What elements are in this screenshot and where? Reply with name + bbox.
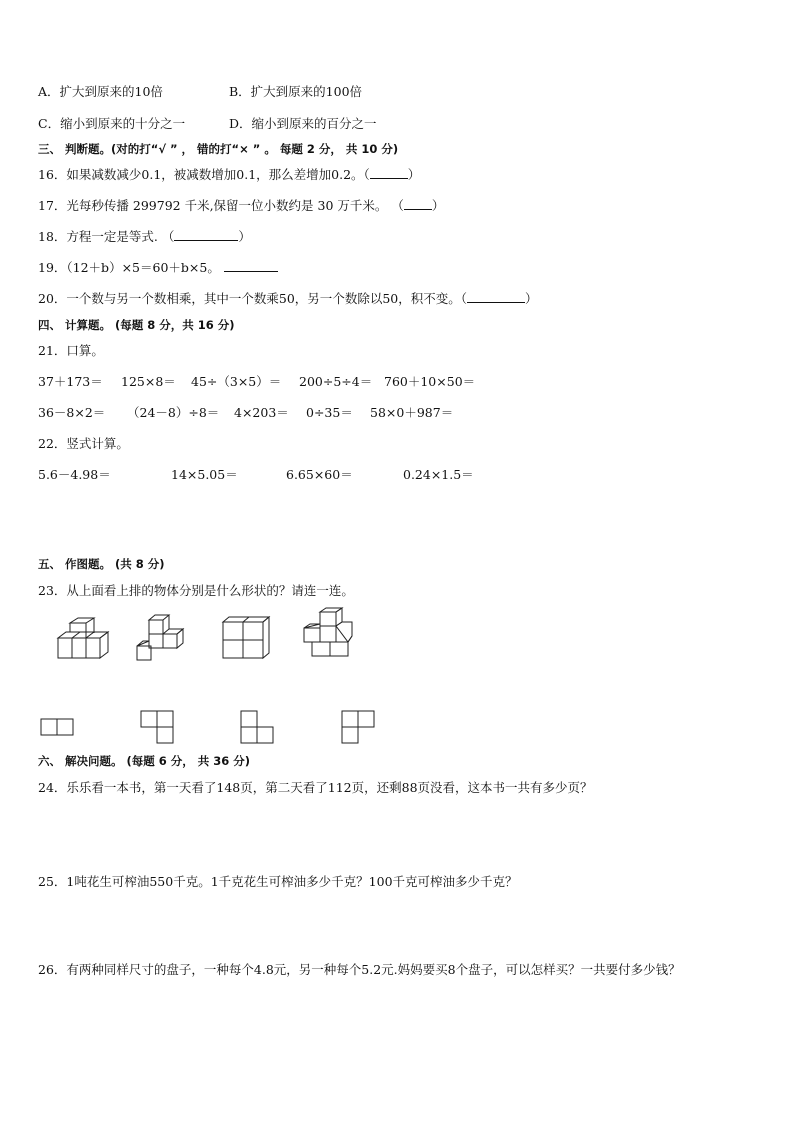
answer-blank-17[interactable] (404, 198, 432, 210)
question-19 (38, 260, 278, 276)
vertical-calc-item: 6.65×60＝ (286, 467, 353, 482)
oral-calc-item: 4×203＝ (234, 405, 289, 420)
vertical-calc-item: 14×5.05＝ (171, 467, 238, 482)
answer-blank-18[interactable] (174, 229, 238, 241)
cube-figure-4 (300, 606, 356, 662)
question-24: 24．乐乐看一本书，第一天看了148页，第二天看了112页，还剩88页没看，这本书一共有多少页？ (38, 780, 593, 795)
oral-calc-item: 37＋173＝ (38, 374, 103, 389)
question-20-text: 20．一个数与另一个数相乘，其中一个数乘50，另一个数除以50，积不变。（ (38, 291, 467, 306)
question-18-close: ） (238, 229, 251, 244)
vertical-calc-item: 5.6－4.98＝ (38, 467, 111, 482)
oral-calc-item: 36－8×2＝ (38, 405, 106, 420)
question-22-title: 22．竖式计算。 (38, 436, 129, 451)
section4-heading: 四、 计算题。 (每题 8 分，共 16 分) (38, 318, 235, 332)
answer-blank-20[interactable] (467, 291, 525, 303)
choice-c: C．缩小到原来的十分之一 (38, 116, 186, 131)
section3-heading: 三、 判断题。(对的打“√ ” ， 错的打“× ” 。 每题 2 分， 共 10 分) (38, 142, 399, 156)
question-17-close: ） (431, 198, 445, 213)
oral-calc-item: 45÷（3×5）＝ (191, 374, 282, 389)
vertical-calc-item: 0.24×1.5＝ (403, 467, 474, 482)
top-view-4 (341, 710, 377, 748)
oral-calc-item: 0÷35＝ (306, 405, 353, 420)
question-16-text: 16．如果减数减少0.1，被减数增加0.1，那么差增加0.2。（ (38, 167, 370, 182)
question-17-text: 17．光每秒传播 299792 千米,保留一位小数约是 30 万千米。 （ (38, 198, 404, 213)
answer-blank-19[interactable] (224, 260, 278, 272)
choice-a: A．扩大到原来的10倍 (38, 84, 163, 99)
question-18 (38, 229, 251, 245)
choice-b: B．扩大到原来的100倍 (229, 84, 363, 99)
section5-heading: 五、 作图题。 (共 8 分) (38, 557, 165, 571)
question-18-text: 18．方程一定是等式. （ (38, 229, 175, 244)
cube-figure-1 (54, 618, 110, 664)
top-view-2 (140, 710, 176, 748)
question-17 (38, 198, 444, 214)
question-16-close: ） (407, 167, 421, 182)
question-16 (38, 167, 420, 183)
question-20-close: ） (524, 291, 538, 306)
choice-d: D．缩小到原来的百分之一 (229, 116, 377, 131)
oral-calc-item: 58×0＋987＝ (370, 405, 454, 420)
question-26: 26．有两种同样尺寸的盘子，一种每个4.8元，另一种每个5.2元.妈妈要买8个盘子，可以怎样买？一共要付多少钱？ (38, 962, 681, 977)
section6-heading: 六、 解决问题。 (每题 6 分， 共 36 分) (38, 754, 251, 768)
question-23: 23．从上面看上排的物体分别是什么形状的？请连一连。 (38, 583, 354, 598)
top-view-3 (240, 710, 276, 748)
oral-calc-item: （24－8）÷8＝ (127, 405, 220, 420)
oral-calc-item: 200÷5÷4＝ (299, 374, 373, 389)
top-view-1 (40, 718, 76, 738)
oral-calc-item: 125×8＝ (121, 374, 176, 389)
question-21-title: 21．口算。 (38, 343, 104, 358)
question-20 (38, 291, 537, 307)
oral-calc-item: 760＋10×50＝ (384, 374, 476, 389)
question-19-text: 19．（12＋b）×5＝60＋b×5。 (38, 260, 220, 275)
answer-blank-16[interactable] (370, 167, 408, 179)
cube-figure-3 (221, 614, 271, 662)
question-25: 25．1吨花生可榨油550千克。1千克花生可榨油多少千克？100千克可榨油多少千克？ (38, 874, 518, 889)
cube-figure-2 (135, 612, 189, 664)
